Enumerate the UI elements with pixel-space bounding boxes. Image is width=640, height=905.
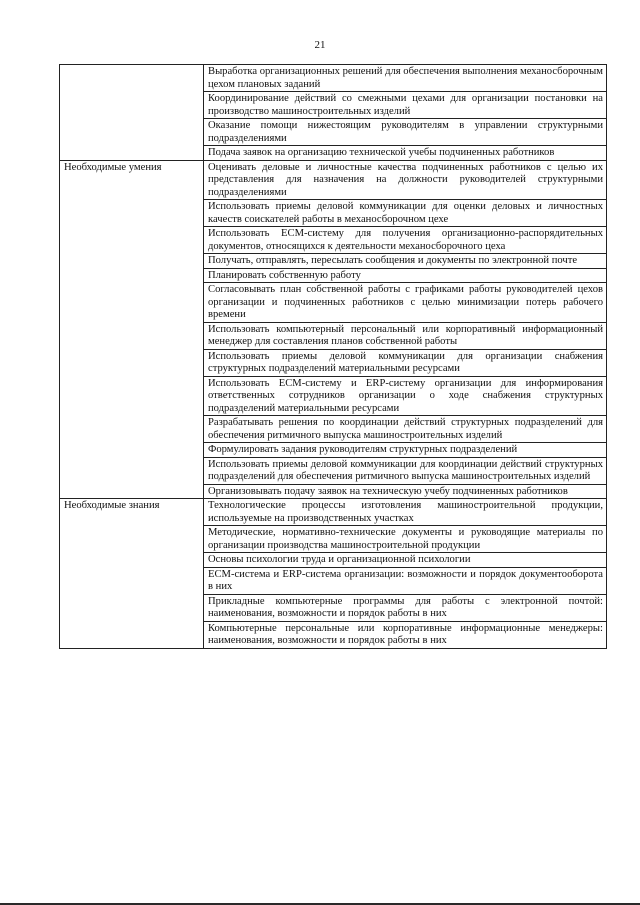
- row-content: Оценивать деловые и личностные качества подчиненных работников с целью их представления для назначения на должности руководителей структурными подразделениями: [204, 160, 607, 200]
- row-content: Выработка организационных решений для обеспечения выполнения механосборочным цехом плановых заданий: [204, 65, 607, 92]
- row-content: Получать, отправлять, пересылать сообщения и документы по электронной почте: [204, 254, 607, 269]
- table-row: [60, 65, 607, 92]
- row-content: Организовывать подачу заявок на техническую учебу подчиненных работников: [204, 484, 607, 499]
- row-content: Планировать собственную работу: [204, 268, 607, 283]
- row-content: Использовать приемы деловой коммуникации для организации снабжения структурных подразделений материальными ресурсами: [204, 349, 607, 376]
- row-content: Компьютерные персональные или корпоративные информационные менеджеры: наименования, возможности и порядок работы в них: [204, 621, 607, 648]
- row-content: ECM-система и ERP-система организации: возможности и порядок документооборота в них: [204, 567, 607, 594]
- table-row: [60, 160, 607, 200]
- row-content: Использовать ECM-систему и ERP-систему организации для информирования ответственных сотрудников организации о ходе снабжения структурных подразделений материальными ресурсами: [204, 376, 607, 416]
- row-content: Прикладные компьютерные программы для работы с электронной почтой: наименования, возможности и порядок работы в них: [204, 594, 607, 621]
- table-body: [60, 65, 607, 649]
- row-content: Формулировать задания руководителям структурных подразделений: [204, 443, 607, 458]
- table-row: [60, 499, 607, 526]
- row-content: Основы психологии труда и организационной психологии: [204, 553, 607, 568]
- row-content: Использовать ECM-систему для получения организационно-распорядительных документов, относящихся к деятельности механосборочного цеха: [204, 227, 607, 254]
- row-label: [60, 65, 204, 161]
- row-content: Использовать приемы деловой коммуникации для оценки деловых и личностных качеств соискателей работы в механосборочном цехе: [204, 200, 607, 227]
- row-content: Оказание помощи нижестоящим руководителям в управлении структурными подразделениями: [204, 119, 607, 146]
- requirements-table: [59, 64, 607, 649]
- row-label: Необходимые умения: [60, 160, 204, 499]
- row-content: Подача заявок на организацию технической учебы подчиненных работников: [204, 146, 607, 161]
- page-number: 21: [314, 39, 326, 51]
- row-content: Разрабатывать решения по координации действий структурных подразделений для обеспечения ритмичного выпуска машиностроительных изделий: [204, 416, 607, 443]
- row-content: Координирование действий со смежными цехами для организации постановки на производство машиностроительных изделий: [204, 92, 607, 119]
- row-content: Технологические процессы изготовления машиностроительной продукции, используемые на производственных участках: [204, 499, 607, 526]
- row-label: Необходимые знания: [60, 499, 204, 649]
- row-content: Согласовывать план собственной работы с графиками работы руководителей цехов организации и подчиненных работников с целью минимизации потерь рабочего времени: [204, 283, 607, 323]
- row-content: Методические, нормативно-технические документы и руководящие материалы по организации производства машиностроительной продукции: [204, 526, 607, 553]
- row-content: Использовать компьютерный персональный или корпоративный информационный менеджер для составления планов собственной работы: [204, 322, 607, 349]
- row-content: Использовать приемы деловой коммуникации для координации действий структурных подразделений для обеспечения ритмичного выпуска машиностроительных изделий: [204, 457, 607, 484]
